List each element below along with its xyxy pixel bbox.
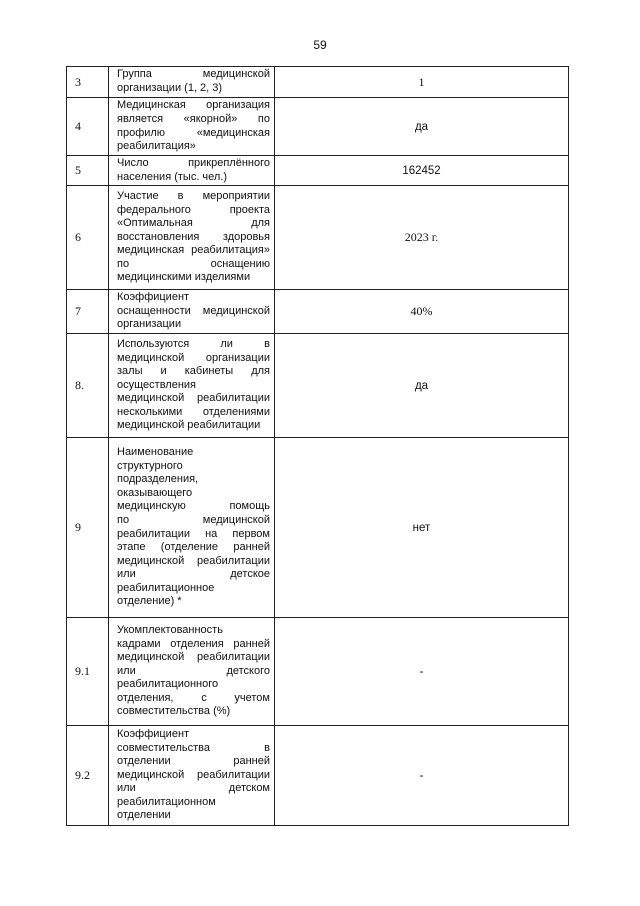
table-row <box>67 98 569 156</box>
description-line: Используются ли в <box>117 337 270 350</box>
description-line: этапе (отделение ранней <box>117 541 270 554</box>
description-line: «Оптимальная для <box>117 217 270 230</box>
description-line: восстановления здоровья <box>117 230 270 243</box>
row-description <box>109 156 275 186</box>
row-description <box>109 67 275 98</box>
description-line: отделении <box>117 809 171 822</box>
table-row <box>67 186 569 290</box>
row-number: 9 <box>67 438 109 618</box>
description-line: организации <box>117 318 182 331</box>
description-line: Число прикреплённого <box>117 156 270 169</box>
table-row <box>67 67 569 98</box>
description-line: залы и кабинеты для <box>117 365 270 378</box>
table-row <box>67 334 569 438</box>
table-row <box>67 726 569 826</box>
description-line: медицинскими изделиями <box>117 271 251 284</box>
description-line: Коэффициент <box>117 291 190 304</box>
description-line: или детского <box>117 664 270 677</box>
row-description <box>109 290 275 334</box>
indicator-table <box>66 66 569 826</box>
description-line: организации (1, 2, 3) <box>117 82 223 94</box>
table-row <box>67 290 569 334</box>
description-line: совместительства (%) <box>117 705 231 718</box>
description-line: Наименование <box>117 445 194 458</box>
description-line: Укомплектованность <box>117 623 223 636</box>
description-line: медицинской реабилитации <box>117 651 270 664</box>
row-number: 9.2 <box>67 726 109 826</box>
description-line: по медицинской <box>117 513 270 526</box>
row-description <box>109 438 275 618</box>
row-value: 2023 г. <box>275 186 569 290</box>
description-line: отделение) * <box>117 595 182 608</box>
row-value: да <box>275 334 569 438</box>
description-line: осуществления <box>117 378 197 391</box>
description-line: по оснащению <box>117 257 270 270</box>
row-value: 1 <box>275 67 569 98</box>
description-line: населения (тыс. чел.) <box>117 170 228 183</box>
page-number: 59 <box>313 38 327 52</box>
table-row <box>67 156 569 186</box>
description-line: реабилитации на первом <box>117 527 270 540</box>
description-line: Группа медицинской <box>117 68 270 81</box>
description-line: реабилитационном <box>117 795 216 808</box>
row-value: 40% <box>275 290 569 334</box>
row-value: да <box>275 98 569 156</box>
description-line: профилю «медицинская <box>117 126 270 139</box>
description-line: совместительства в <box>117 741 270 754</box>
description-line: медицинской реабилитации <box>117 419 261 432</box>
description-line: кадрами отделения ранней <box>117 637 270 650</box>
row-number: 8. <box>67 334 109 438</box>
description-line: медицинскую помощь <box>117 500 270 513</box>
description-line: несколькими отделениями <box>117 405 270 418</box>
description-line: оснащенности медицинской <box>117 304 270 317</box>
row-number: 7 <box>67 290 109 334</box>
row-description <box>109 618 275 726</box>
row-description <box>109 334 275 438</box>
row-value: нет <box>275 438 569 618</box>
description-line: медицинской организации <box>117 351 270 364</box>
description-line: или детское <box>117 568 270 581</box>
description-line: медицинской реабилитации <box>117 392 270 405</box>
row-number: 9.1 <box>67 618 109 726</box>
description-line: подразделения, <box>117 473 199 486</box>
description-line: Коэффициент <box>117 727 190 740</box>
description-line: является «якорной» по <box>117 112 270 125</box>
row-description <box>109 186 275 290</box>
row-number: 6 <box>67 186 109 290</box>
description-line: структурного <box>117 459 183 472</box>
description-line: Медицинская организация <box>117 99 270 112</box>
row-number: 5 <box>67 156 109 186</box>
row-number: 4 <box>67 98 109 156</box>
description-line: медицинская реабилитация» <box>117 244 270 257</box>
description-line: медицинской реабилитации <box>117 768 270 781</box>
row-description <box>109 98 275 156</box>
row-value: 162452 <box>275 156 569 186</box>
description-line: оказывающего <box>117 486 193 499</box>
table-row <box>67 438 569 618</box>
description-line: реабилитационного <box>117 678 219 691</box>
description-line: федерального проекта <box>117 203 270 216</box>
table-row <box>67 618 569 726</box>
row-description <box>109 726 275 826</box>
description-line: отделении ранней <box>117 755 270 768</box>
description-line: реабилитационное <box>117 581 215 594</box>
description-line: отделения, с учетом <box>117 691 270 704</box>
row-value: - <box>275 726 569 826</box>
description-line: реабилитация» <box>117 140 196 153</box>
description-line: Участие в мероприятии <box>117 189 270 202</box>
description-line: или детском <box>117 782 270 795</box>
row-number: 3 <box>67 67 109 98</box>
description-line: медицинской реабилитации <box>117 554 270 567</box>
row-value: - <box>275 618 569 726</box>
